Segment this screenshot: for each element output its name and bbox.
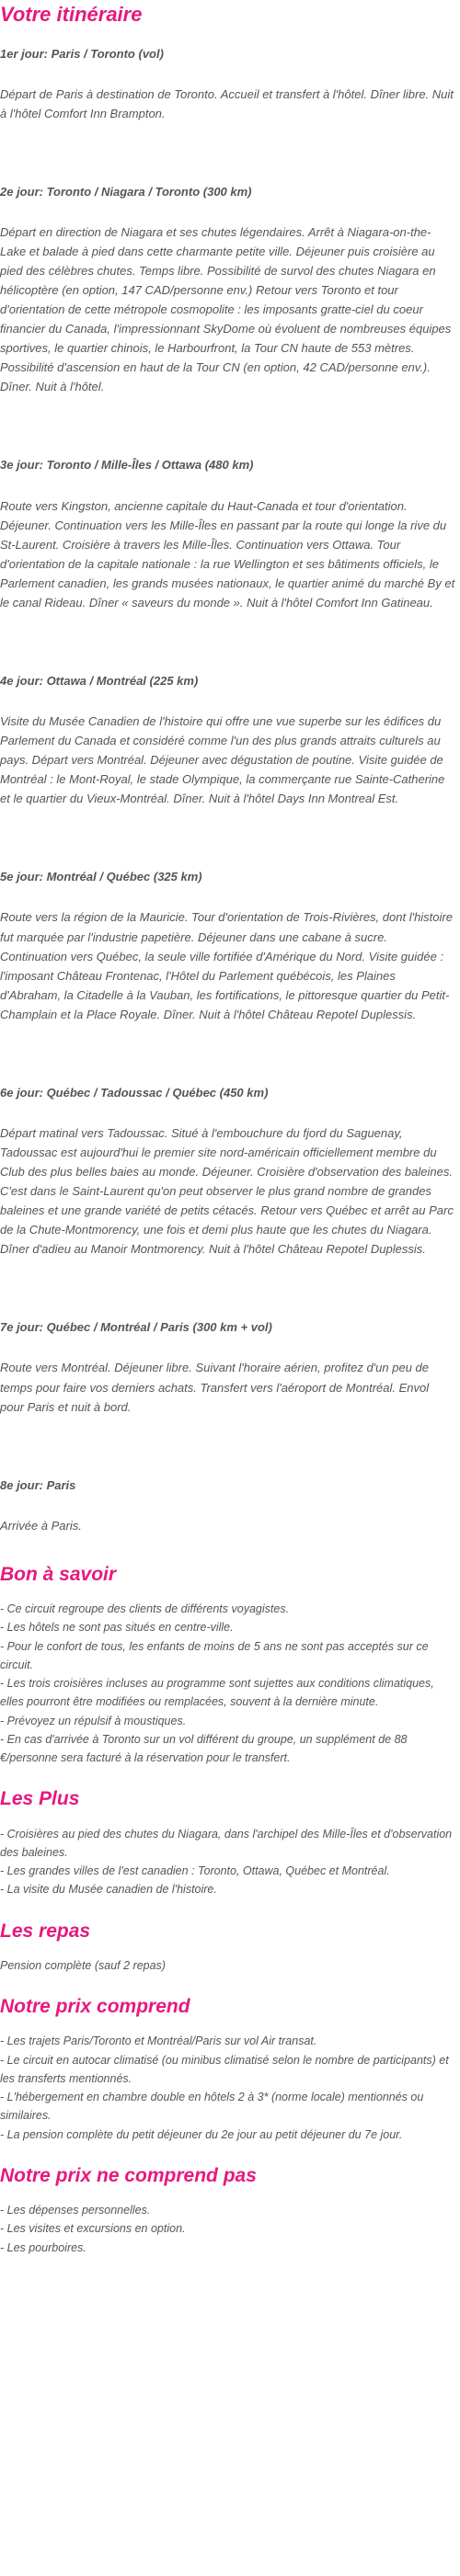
- day-title: 5e jour: Montréal / Québec (325 km): [0, 870, 202, 884]
- section-line: - Les trois croisières incluses au programme sont sujettes aux conditions climatiques, elles pourront être modifiées ou remplacées, souvent à la dernière minute.: [0, 1677, 434, 1709]
- day-block: [0, 1319, 455, 1416]
- day-block: [0, 184, 455, 397]
- day-description: Visite du Musée Canadien de l'histoire qui offre une vue superbe sur les édifices du Parlement du Canada et considéré comme l'un des plus grands attraits culturels au pays. Départ vers Montréal. Déjeuner avec dégustation de poutine. Visite guidée de Montréal : le Mont-Royal, le stade Olympique, la commerçante rue Sainte-Catherine et le quartier du Vieux-Montréal. Dîner. Nuit à l'hôtel Days Inn Montreal Est.: [0, 714, 445, 806]
- day-title: 3e jour: Toronto / Mille-Îles / Ottawa (480 km): [0, 458, 254, 473]
- day-description: Départ de Paris à destination de Toronto. Accueil et transfert à l'hôtel. Dîner libre. Nuit à l'hôtel Comfort Inn Brampton.: [0, 86, 454, 120]
- day-description: Route vers Kingston, ancienne capitale du Haut-Canada et tour d'orientation. Déjeuner. Continuation vers les Mille-Îles en passant par la route qui longe la rive du St-Laurent. Croisière à travers les Mille-Îles. Continuation vers Ottawa. Tour d'orientation de la capitale nationale : la rue Wellington et ses bâtiments officiels, le Parlement canadien, les grands musées nationaux, le quartier animé du marché By et le canal Rideau. Dîner « saveurs du monde ». Nuit à l'hôtel Comfort Inn Gatineau.: [0, 498, 455, 610]
- section-line: - Les pourboires.: [0, 2240, 86, 2254]
- section-line: Pension complète (sauf 2 repas): [0, 1958, 166, 1972]
- day-title: 4e jour: Ottawa / Montréal (225 km): [0, 673, 199, 688]
- section-line: - Le circuit en autocar climatisé (ou minibus climatisé selon le nombre de participants) et les transferts mentionnés.: [0, 2053, 449, 2085]
- day-block: [0, 1085, 455, 1260]
- day-block: [0, 457, 455, 611]
- section-line: - Les grandes villes de l'est canadien : Toronto, Ottawa, Québec et Montréal.: [0, 1864, 390, 1878]
- day-title: 8e jour: Paris: [0, 1477, 76, 1492]
- section-line: - Prévoyez un répulsif à moustiques.: [0, 1714, 187, 1727]
- section-heading: Notre prix comprend: [0, 1996, 190, 2018]
- section-line: - Les trajets Paris/Toronto et Montréal/Paris sur vol Air transat.: [0, 2035, 317, 2048]
- section-line: - La visite du Musée canadien de l'histoire.: [0, 1883, 217, 1897]
- itinerary-title: Votre itinéraire: [0, 3, 143, 26]
- day-description: Route vers la région de la Mauricie. Tour d'orientation de Trois-Rivières, dont l'histoire fut marquée par l'industrie papetière. Déjeuner dans une cabane à sucre. Continuation vers Québec, la seule ville fortifiée d'Amérique du Nord. Visite guidée : l'imposant Château Frontenac, l'Hôtel du Parlement québécois, les Plaines d'Abraham, la Citadelle à la Vauban, les fortifications, le pittoresque quartier du Petit-Champlain et la Place Royale. Dîner. Nuit à l'hôtel Château Repotel Duplessis.: [0, 910, 453, 1021]
- section-heading: Notre prix ne comprend pas: [0, 2164, 257, 2186]
- day-block: [0, 673, 455, 808]
- section-line: - Croisières au pied des chutes du Niagara, dans l'archipel des Mille-Îles et d'observation des baleines.: [0, 1827, 453, 1859]
- info-section: [0, 1563, 455, 1768]
- day-title: 2e jour: Toronto / Niagara / Toronto (300 km): [0, 184, 252, 199]
- section-line: - Ce circuit regroupe des clients de différents voyagistes.: [0, 1602, 290, 1616]
- section-heading: Les Plus: [0, 1788, 80, 1810]
- day-title: 6e jour: Québec / Tadoussac / Québec (450 km): [0, 1085, 269, 1100]
- section-heading: Bon à savoir: [0, 1563, 117, 1585]
- section-heading: Les repas: [0, 1920, 91, 1942]
- day-block: [0, 1477, 455, 1535]
- section-line: - Pour le confort de tous, les enfants de moins de 5 ans ne sont pas acceptés sur ce circuit.: [0, 1639, 429, 1671]
- day-block: [0, 869, 455, 1023]
- day-block: [0, 46, 455, 123]
- info-sections: [0, 1563, 455, 2257]
- days-list: [0, 46, 455, 1535]
- section-line: - Les visites et excursions en option.: [0, 2222, 186, 2236]
- section-line: - Les dépenses personnelles.: [0, 2204, 151, 2217]
- section-line: - L'hébergement en chambre double en hôtels 2 à 3* (norme locale) mentionnés ou similaires.: [0, 2091, 424, 2123]
- day-description: Départ en direction de Niagara et ses chutes légendaires. Arrêt à Niagara-on-the-Lake et balade à pied dans cette charmante petite ville. Déjeuner puis croisière au pied des célèbres chutes. Temps libre. Possibilité de survol des chutes Niagara en hélicoptère (en option, 147 CAD/personne env.) Retour vers Toronto et tour d'orientation de cette métropole cosmopolite : les imposants gratte-ciel du coeur financier du Canada, l'impressionnant SkyDome où évoluent de nombreuses équipes sportives, le quartier chinois, le Harbourfront, la Tour CN haute de 553 mètres. Possibilité d'ascension en haut de la Tour CN (en option, 42 CAD/personne env.). Dîner. Nuit à l'hôtel.: [0, 224, 452, 394]
- day-description: Arrivée à Paris.: [0, 1518, 82, 1533]
- day-description: Route vers Montréal. Déjeuner libre. Suivant l'horaire aérien, profitez d'un peu de temps pour faire vos derniers achats. Transfert vers l'aéroport de Montréal. Envol pour Paris et nuit à bord.: [0, 1361, 430, 1414]
- section-line: - En cas d'arrivée à Toronto sur un vol différent du groupe, un supplément de 88 €/personne sera facturé à la réservation pour le transfert.: [0, 1732, 408, 1765]
- day-title: 7e jour: Québec / Montréal / Paris (300 km + vol): [0, 1320, 272, 1335]
- info-section: [0, 1995, 455, 2144]
- info-section: [0, 2164, 455, 2257]
- section-line: - Les hôtels ne sont pas situés en centre-ville.: [0, 1621, 234, 1635]
- info-section: [0, 1920, 455, 1976]
- info-section: [0, 1787, 455, 1898]
- day-description: Départ matinal vers Tadoussac. Situé à l'embouchure du fjord du Saguenay, Tadoussac est aujourd'hui le premier site nord-américain officiellement membre du Club des plus belles baies au monde. Déjeuner. Croisière d'observation des baleines. C'est dans le Saint-Laurent qu'on peut observer le plus grand nombre de grandes baleines et une grande variété de petits cétacés. Retour vers Québec et arrêt au Parc de la Chute-Montmorency, une fois et demi plus haute que les chutes du Niagara. Dîner d'adieu au Manoir Montmorency. Nuit à l'hôtel Château Repotel Duplessis.: [0, 1125, 454, 1257]
- section-line: - La pension complète du petit déjeuner du 2e jour au petit déjeuner du 7e jour.: [0, 2127, 403, 2141]
- day-title: 1er jour: Paris / Toronto (vol): [0, 46, 164, 61]
